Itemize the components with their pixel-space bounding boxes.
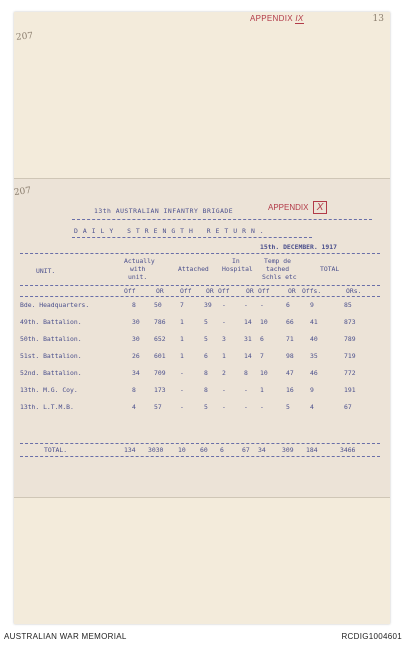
row-cell: 14 <box>244 318 252 326</box>
subheader-cell: OR <box>246 287 254 295</box>
header-temp-2: tached <box>266 265 290 273</box>
row-unit: 51st. Battalion. <box>20 352 82 360</box>
total-cell: 6 <box>220 446 224 454</box>
header-actually-3: unit. <box>128 273 148 281</box>
appendix-stamp-sheet <box>268 201 327 214</box>
row-cell: 6 <box>260 335 264 343</box>
row-cell: 173 <box>154 386 166 394</box>
row-cell: 47 <box>286 369 294 377</box>
row-cell: 10 <box>260 318 268 326</box>
total-cell: 134 <box>124 446 136 454</box>
row-cell: 8 <box>204 386 208 394</box>
return-date: 15th. DECEMBER. 1917 <box>260 243 337 251</box>
row-cell: 191 <box>344 386 356 394</box>
header-actually-2: with <box>130 265 146 273</box>
row-cell: 873 <box>344 318 356 326</box>
row-cell: 31 <box>244 335 252 343</box>
subheader-cell: OR <box>288 287 296 295</box>
row-cell: 4 <box>132 403 136 411</box>
row-cell: 16 <box>286 386 294 394</box>
row-cell: 8 <box>204 369 208 377</box>
footer-record-id: RCDIG1004601 <box>341 632 402 641</box>
row-cell: 66 <box>286 318 294 326</box>
appendix-stamp-top <box>250 14 304 23</box>
row-cell: 35 <box>310 352 318 360</box>
total-cell: 3466 <box>340 446 356 454</box>
row-cell: 1 <box>180 318 184 326</box>
row-cell: 772 <box>344 369 356 377</box>
subheader-cell: OR <box>156 287 164 295</box>
table-row <box>20 401 380 413</box>
total-cell: 309 <box>282 446 294 454</box>
row-cell: 7 <box>180 301 184 309</box>
subheader-cell: Off <box>124 287 136 295</box>
table-row <box>20 299 380 311</box>
row-cell: - <box>222 301 226 309</box>
row-cell: 10 <box>260 369 268 377</box>
row-cell: 46 <box>310 369 318 377</box>
header-unit: UNIT. <box>36 267 56 275</box>
appendix-stamp-numeral: IX <box>295 14 304 23</box>
row-cell: 1 <box>180 335 184 343</box>
brigade-heading: 13th AUSTRALIAN INFANTRY BRIGADE <box>94 207 234 215</box>
row-cell: 8 <box>132 386 136 394</box>
row-unit: Bde. Headquarters. <box>20 301 90 309</box>
table-row <box>20 333 380 345</box>
row-cell: 719 <box>344 352 356 360</box>
table-row <box>20 350 380 362</box>
row-cell: 41 <box>310 318 318 326</box>
row-cell: 2 <box>222 369 226 377</box>
row-cell: 9 <box>310 301 314 309</box>
row-cell: 5 <box>204 318 208 326</box>
row-cell: 789 <box>344 335 356 343</box>
row-cell: 71 <box>286 335 294 343</box>
row-cell: 40 <box>310 335 318 343</box>
row-cell: - <box>260 403 264 411</box>
header-attached: Attached <box>178 265 209 273</box>
header-temp-3: Schls etc <box>262 273 297 281</box>
subheader-cell: ORs. <box>346 287 362 295</box>
row-cell: 652 <box>154 335 166 343</box>
row-cell: 85 <box>344 301 352 309</box>
row-cell: 34 <box>132 369 140 377</box>
row-cell: 1 <box>260 386 264 394</box>
subheader-cell: Off <box>180 287 192 295</box>
row-cell: 3 <box>222 335 226 343</box>
document-title: DAILY STRENGTH RETURN. <box>74 227 269 235</box>
header-actually-1: Actually <box>124 257 155 265</box>
row-cell: 14 <box>244 352 252 360</box>
header-in-1: In <box>232 257 240 265</box>
appendix-stamp-sheet-word: APPENDIX <box>268 203 309 212</box>
row-cell: - <box>180 403 184 411</box>
row-cell: 98 <box>286 352 294 360</box>
total-cell: 184 <box>306 446 318 454</box>
appendix-stamp-sheet-numeral: X <box>313 201 328 214</box>
row-cell: 50 <box>154 301 162 309</box>
row-unit: 13th. M.G. Coy. <box>20 386 78 394</box>
row-cell: 601 <box>154 352 166 360</box>
table-row <box>20 384 380 396</box>
subheader-cell: OR <box>206 287 214 295</box>
document-page <box>14 12 390 624</box>
header-total: TOTAL <box>320 265 340 273</box>
total-cell: 67 <box>242 446 250 454</box>
header-in-2: Hospital <box>222 265 253 273</box>
row-cell: - <box>244 386 248 394</box>
page-number-right: 13 <box>372 14 384 24</box>
row-cell: 9 <box>310 386 314 394</box>
row-cell: - <box>244 301 248 309</box>
footer-institution: AUSTRALIAN WAR MEMORIAL <box>4 632 127 641</box>
row-cell: 6 <box>286 301 290 309</box>
header-temp-1: Temp de <box>264 257 291 265</box>
row-cell: 67 <box>344 403 352 411</box>
divider <box>20 253 380 254</box>
page-number-left: 207 <box>15 31 34 43</box>
header-row <box>20 257 380 287</box>
total-row <box>20 443 380 457</box>
row-cell: - <box>180 369 184 377</box>
row-unit: 13th. L.T.M.B. <box>20 403 74 411</box>
row-cell: 57 <box>154 403 162 411</box>
total-label: TOTAL. <box>44 446 68 454</box>
row-unit: 49th. Battalion. <box>20 318 82 326</box>
row-cell: 5 <box>286 403 290 411</box>
row-cell: 8 <box>132 301 136 309</box>
row-cell: 5 <box>204 403 208 411</box>
row-cell: 1 <box>180 352 184 360</box>
row-cell: 4 <box>310 403 314 411</box>
row-cell: - <box>180 386 184 394</box>
row-cell: 39 <box>204 301 212 309</box>
row-cell: - <box>222 318 226 326</box>
subheader-row <box>20 285 380 297</box>
row-cell: 6 <box>204 352 208 360</box>
row-cell: 26 <box>132 352 140 360</box>
row-cell: - <box>260 301 264 309</box>
subheader-cell: Offs. <box>302 287 322 295</box>
row-cell: 5 <box>204 335 208 343</box>
row-unit: 50th. Battalion. <box>20 335 82 343</box>
row-cell: - <box>222 386 226 394</box>
row-cell: 8 <box>244 369 248 377</box>
row-cell: 709 <box>154 369 166 377</box>
row-cell: 30 <box>132 335 140 343</box>
row-cell: - <box>244 403 248 411</box>
divider <box>72 237 312 238</box>
total-cell: 3030 <box>148 446 164 454</box>
total-cell: 10 <box>178 446 186 454</box>
subheader-cell: Off <box>218 287 230 295</box>
row-cell: 786 <box>154 318 166 326</box>
table-row <box>20 316 380 328</box>
appendix-stamp-word: APPENDIX <box>250 14 293 23</box>
table-row <box>20 367 380 379</box>
row-cell: 30 <box>132 318 140 326</box>
sheet-annotation: 207 <box>13 185 32 199</box>
row-cell: 7 <box>260 352 264 360</box>
divider <box>72 219 372 220</box>
strength-return-sheet <box>14 178 390 498</box>
total-cell: 60 <box>200 446 208 454</box>
total-cell: 34 <box>258 446 266 454</box>
row-unit: 52nd. Battalion. <box>20 369 82 377</box>
row-cell: - <box>222 403 226 411</box>
row-cell: 1 <box>222 352 226 360</box>
subheader-cell: Off <box>258 287 270 295</box>
